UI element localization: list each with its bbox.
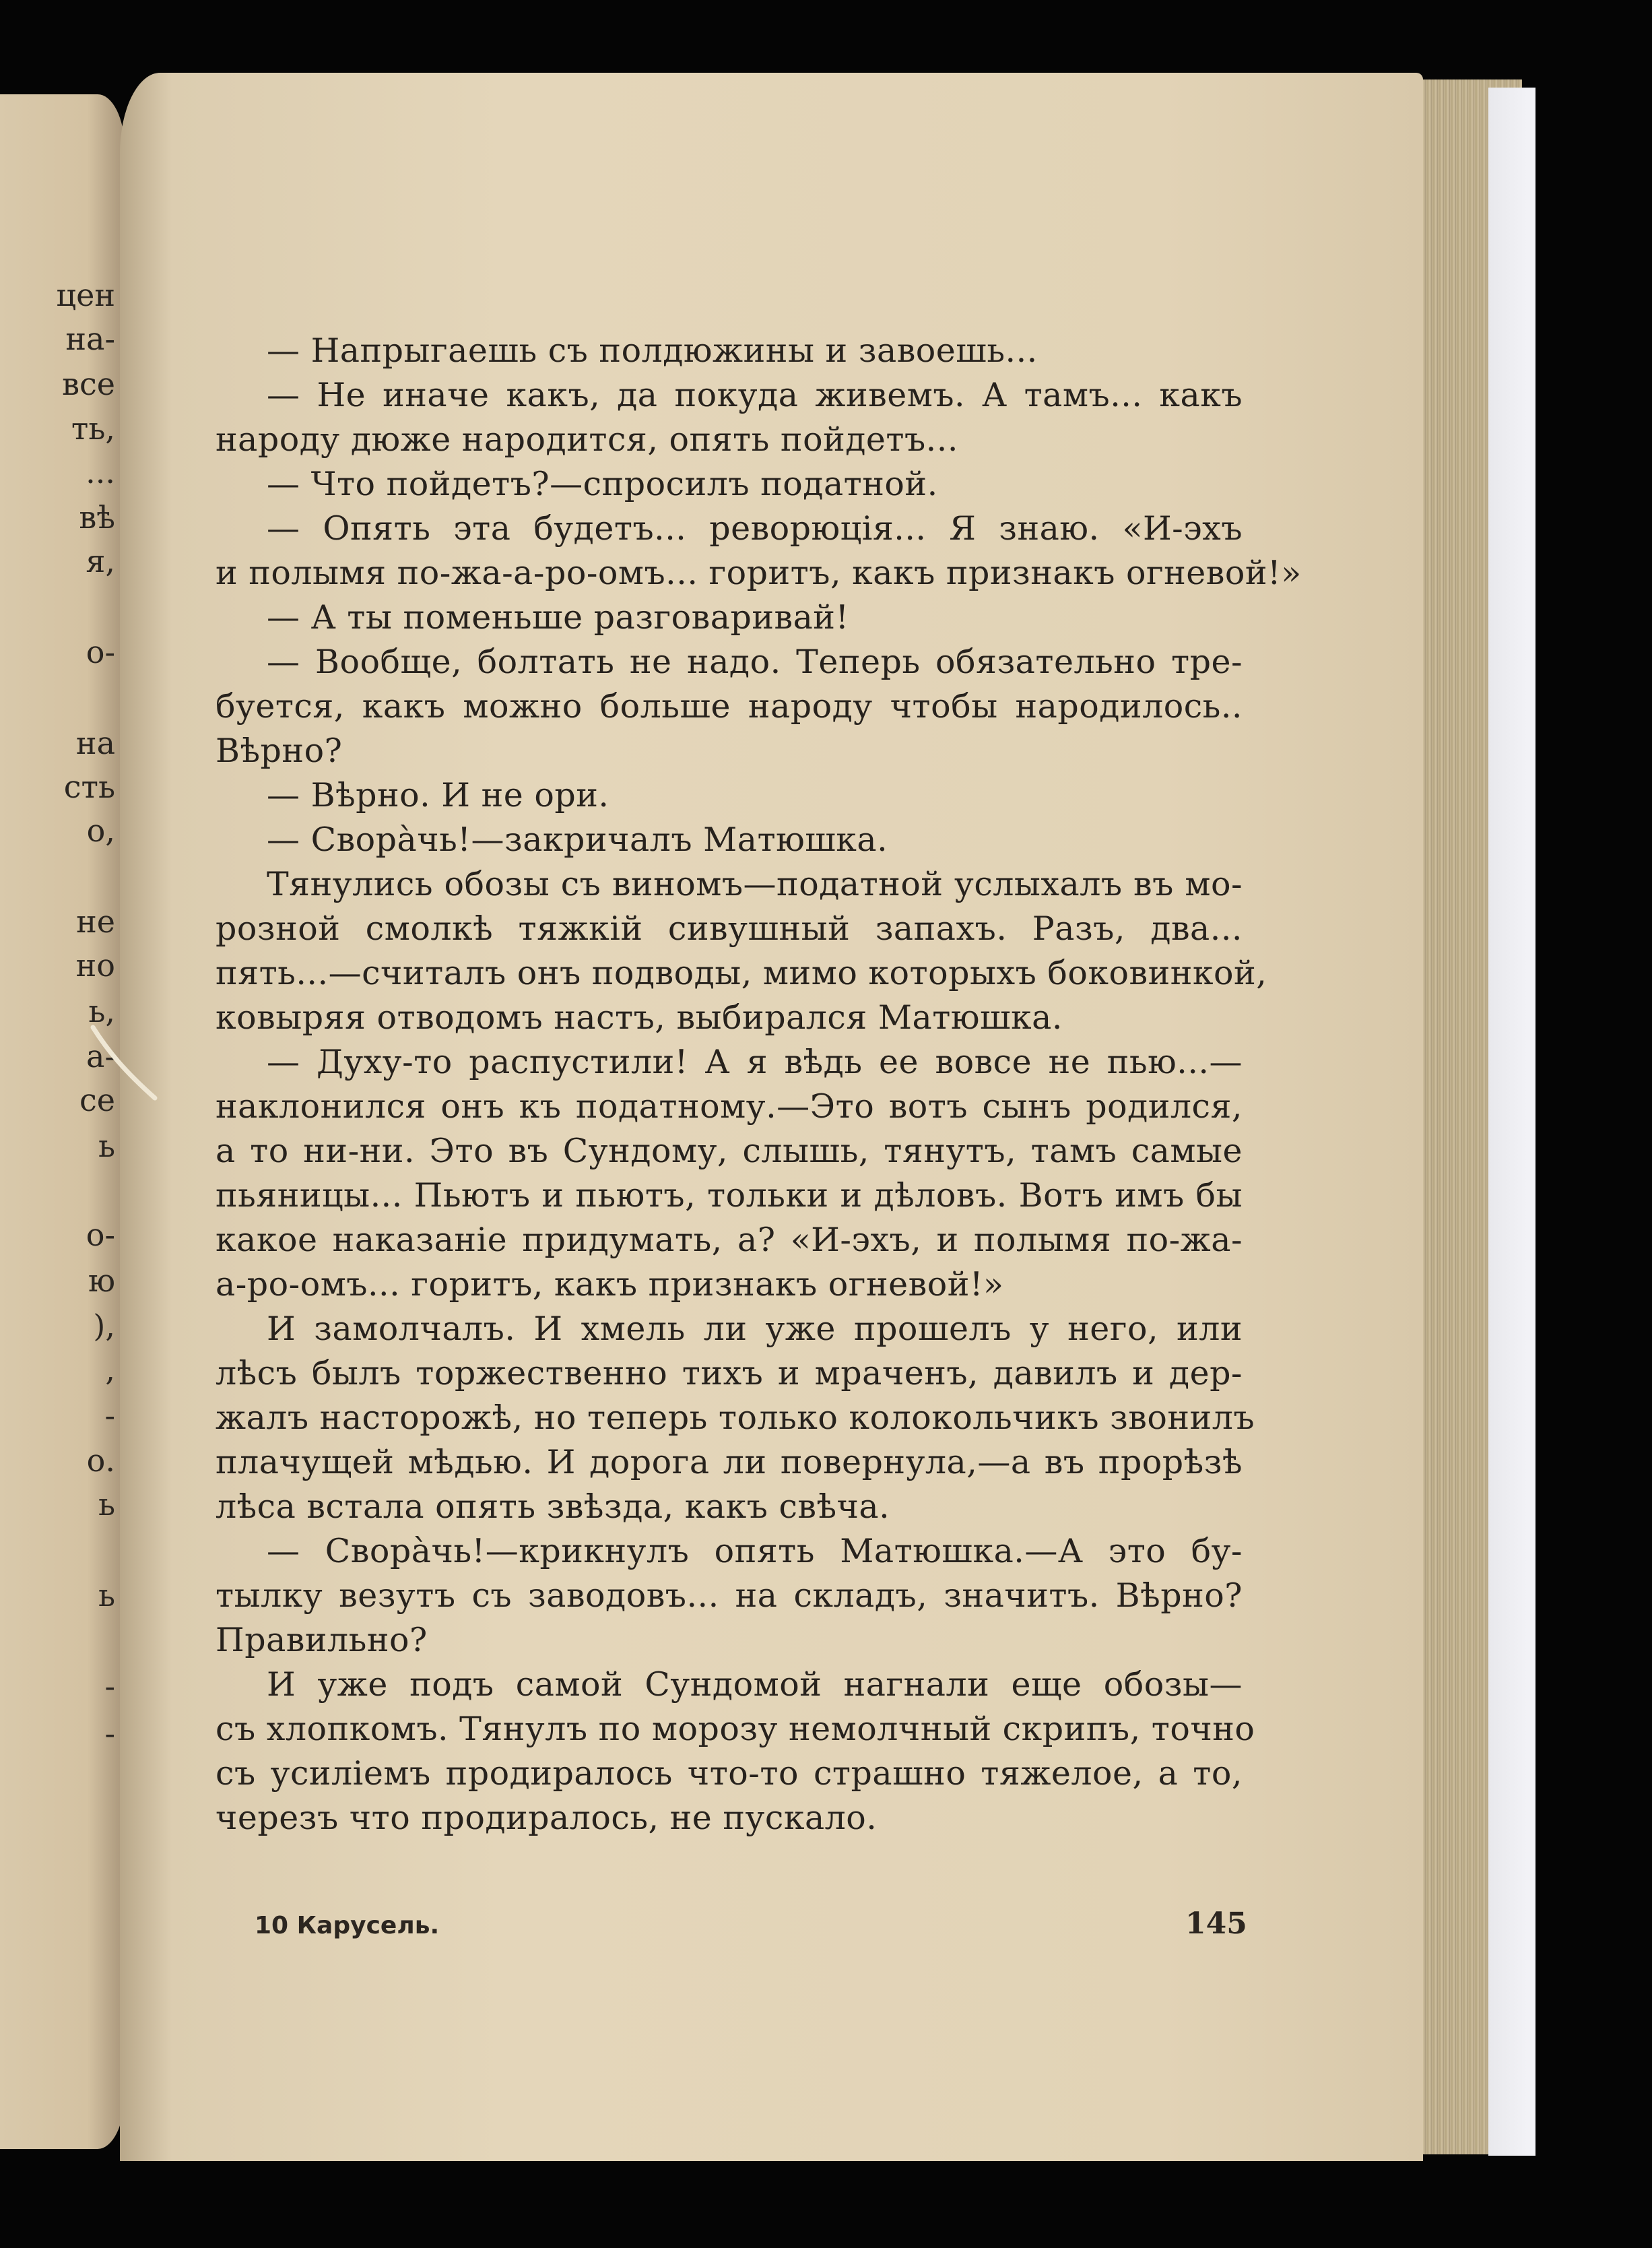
left-page-fragment: , (105, 1351, 115, 1388)
text-line: — Опять эта будетъ... реворюція... Я знаю. «И-эхъ (267, 509, 1243, 548)
background-strip (1488, 88, 1535, 2156)
text-line: — Духу-то распустили! А я вѣдь ее вовсе не пью...— (267, 1043, 1243, 1081)
text-line: — Напрыгаешь съ полдюжины и завоешь... (267, 331, 1038, 370)
text-line: а-ро-омъ... горитъ, какъ признакъ огневой!» (216, 1265, 1004, 1304)
left-page-fragment: ь (98, 1577, 115, 1613)
bookmark-thread (88, 1024, 162, 1105)
left-page-fragment: не (76, 903, 115, 940)
text-line: тылку везутъ съ заводовъ... на складъ, значитъ. Вѣрно? (216, 1576, 1243, 1615)
left-page-fragment: я, (86, 543, 115, 579)
left-page-fragment: о, (86, 812, 115, 849)
text-line: — Сворàчь!—крикнулъ опять Матюшка.—А это бу- (267, 1532, 1243, 1570)
text-line: — Вѣрно. И не ори. (267, 776, 609, 814)
text-line: — Что пойдетъ?—спросилъ податной. (267, 465, 938, 503)
text-line: пять...—считалъ онъ подводы, мимо которыхъ боковинкой, (216, 954, 1267, 992)
text-line: а то ни-ни. Это въ Сундому, слышь, тянутъ, тамъ самые (216, 1132, 1243, 1170)
text-line: И замолчалъ. И хмель ли уже прошелъ у него, или (267, 1310, 1243, 1348)
left-page-fragment: сть (63, 769, 115, 805)
left-page-fragment: ), (93, 1308, 115, 1344)
left-page-fragment: вѣ (79, 499, 115, 536)
left-page-fragment: но (75, 947, 115, 984)
left-page-fragment: ... (86, 454, 115, 490)
text-line: лѣсъ былъ торжественно тихъ и мраченъ, давилъ и дер- (216, 1354, 1243, 1392)
text-line: черезъ что продиралось, не пускало. (216, 1799, 878, 1837)
left-page-fragment: о. (86, 1442, 115, 1479)
text-line: съ усиліемъ продиралось что-то страшно тяжелое, а то, (216, 1754, 1243, 1793)
left-page-fragment: все (62, 366, 115, 402)
text-line: — А ты поменьше разговаривай! (267, 598, 849, 637)
left-page-fragment: ь, (88, 993, 115, 1029)
text-line: ковыряя отводомъ настъ, выбирался Матюшка. (216, 998, 1063, 1037)
page-number: 145 (1185, 1906, 1247, 1941)
text-line: плачущей мѣдью. И дорога ли повернула,—а въ прорѣзѣ (216, 1443, 1243, 1481)
text-line: Тянулись обозы съ виномъ—податной услыхалъ въ мо- (267, 865, 1243, 903)
left-page-edge (0, 94, 125, 2149)
text-line: буется, какъ можно больше народу чтобы народилось.. (216, 687, 1243, 726)
left-page-fragment: на- (65, 321, 115, 357)
left-page-fragment: о- (86, 634, 115, 670)
left-page-fragment: ь (98, 1486, 115, 1522)
left-page-fragment: ю (88, 1262, 115, 1299)
left-page-fragment: - (104, 1397, 115, 1434)
left-page-fragment: - (104, 1715, 115, 1752)
body-text (216, 329, 1302, 1840)
text-line: — Вообще, болтать не надо. Теперь обязательно тре- (267, 643, 1243, 681)
text-line: И уже подъ самой Сундомой нагнали еще обозы— (267, 1665, 1243, 1704)
text-line: съ хлопкомъ. Тянулъ по морозу немолчный скрипъ, точно (216, 1710, 1255, 1748)
text-line: жалъ насторожѣ, но теперь только колокольчикъ звонилъ (216, 1399, 1255, 1437)
text-line: розной смолкѣ тяжкій сивушный запахъ. Разъ, два... (216, 909, 1243, 948)
printer-signature: 10 Карусель. (255, 1912, 440, 1939)
text-line: наклонился онъ къ податному.—Это вотъ сынъ родился, (216, 1087, 1243, 1126)
text-line: пьяницы... Пьютъ и пьютъ, тольки и дѣловъ. Вотъ имъ бы (216, 1176, 1243, 1215)
left-page-fragment: ь (98, 1128, 115, 1164)
left-page-fragment: на (75, 725, 115, 761)
text-line: Правильно? (216, 1621, 428, 1659)
left-page-fragment: се (79, 1082, 115, 1118)
left-page-fragment: - (104, 1668, 115, 1704)
left-page-fragment: а- (86, 1038, 115, 1074)
text-line: — Не иначе какъ, да покуда живемъ. А тамъ... какъ (267, 376, 1243, 414)
left-page-fragment: цен (56, 277, 115, 313)
text-line: и полымя по-жа-а-ро-омъ... горитъ, какъ признакъ огневой!» (216, 554, 1302, 592)
left-page-fragment: ть, (71, 410, 115, 447)
text-line: Вѣрно? (216, 732, 343, 770)
text-line: какое наказаніе придумать, а? «И-эхъ, и полымя по-жа- (216, 1221, 1243, 1259)
text-line: народу дюже народится, опять пойдетъ... (216, 420, 958, 459)
text-line: лѣса встала опять звѣзда, какъ свѣча. (216, 1487, 890, 1526)
left-page-fragment: о- (86, 1217, 115, 1253)
text-line: — Сворàчь!—закричалъ Матюшка. (267, 821, 888, 859)
